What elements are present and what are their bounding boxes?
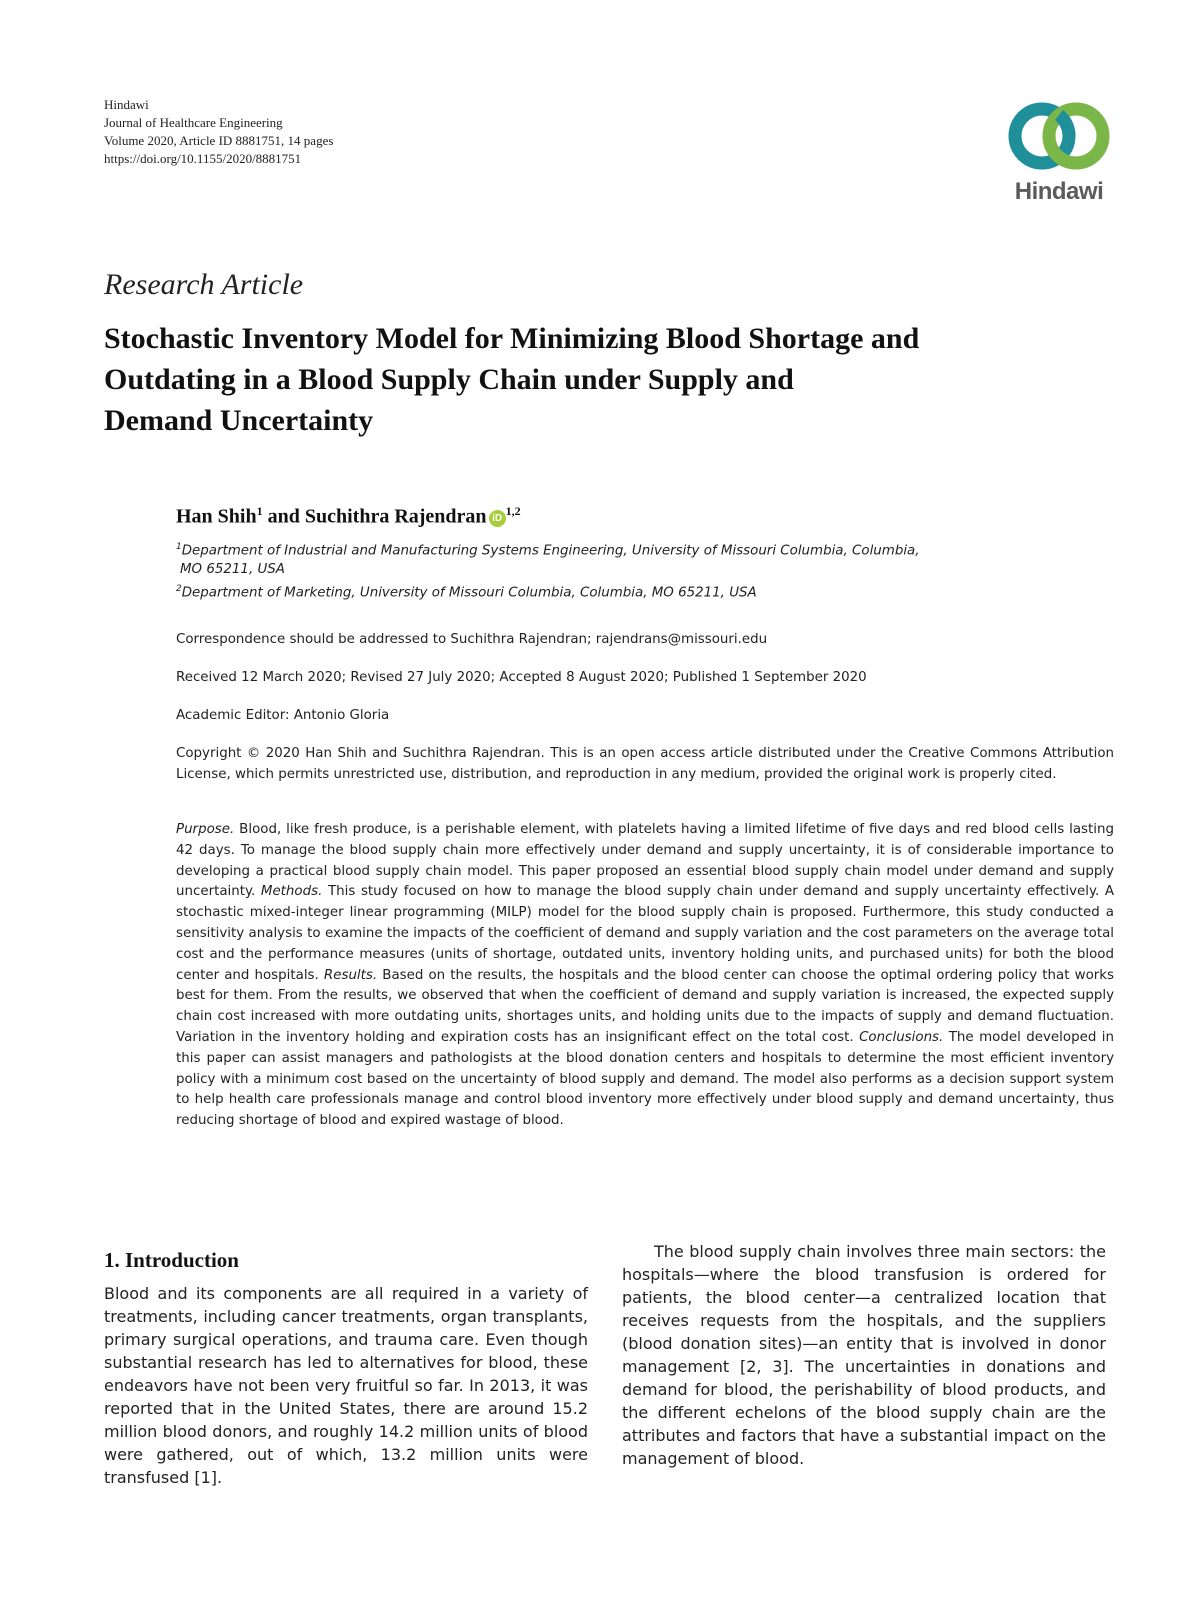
title-line: Outdating in a Blood Supply Chain under Supply and [104, 363, 794, 396]
abstract-methods-label: Methods. [260, 884, 323, 900]
abstract-purpose-text: Blood, like fresh produce, is a perishable element, with platelets having a limited lifetime of five days and red blood cells lasting 42 days. To manage the blood supply chain more effectively under demand and supply uncertainty, it is of considerable importance to developing a practical blood supply chain model. This paper proposed an essential blood supply chain model under demand and supply uncertainty. [176, 822, 1114, 900]
correspondence: Correspondence should be addressed to Suchithra Rajendran; rajendrans@missouri.edu [176, 632, 768, 647]
affiliation-1 [176, 538, 1116, 579]
orcid-icon[interactable]: iD [489, 510, 506, 527]
article-title [104, 318, 1114, 441]
intro-paragraph: The blood supply chain involves three main sectors: the hospitals—where the blood transfusion is ordered for patients, the blood center—a centralized location that receives requests from the hospitals, and the suppliers (blood donation sites)—an entity that is involved in donor management [2, 3]. The uncertainties in donations and demand for blood, the perishability of blood products, and the different echelons of the blood supply chain are the attributes and factors that have a substantial impact on the management of blood. [622, 1242, 1106, 1468]
author-list [176, 504, 521, 529]
publisher-name: Hindawi [104, 97, 149, 112]
hindawi-rings-icon [1004, 96, 1114, 178]
abstract-conclusions-text: The model developed in this paper can assist managers and pathologists at the blood donation centers and hospitals to determine the most efficient inventory policy with a minimum cost based on the uncertainty of blood supply and demand. The model also performs as a decision support system to help health care professionals manage and control blood inventory more effectively under blood supply and demand uncertainty, thus reducing shortage of blood and expired wastage of blood. [176, 1029, 1114, 1129]
hindawi-logo [1004, 96, 1114, 208]
affiliation-text: MO 65211, USA [180, 562, 285, 578]
author-name: Suchithra Rajendran [304, 505, 487, 528]
abstract-purpose-label: Purpose. [176, 822, 235, 837]
section-heading-introduction: 1. Introduction [104, 1248, 239, 1272]
abstract [176, 820, 1114, 1132]
author-name: Han Shih [176, 505, 257, 528]
title-line: Stochastic Inventory Model for Minimizing Blood Shortage and [104, 322, 920, 355]
logo-wordmark: Hindawi [1014, 178, 1104, 205]
journal-name: Journal of Healthcare Engineering [104, 115, 283, 130]
journal-header [104, 96, 333, 168]
abstract-conclusions-label: Conclusions. [859, 1029, 944, 1045]
affiliation-2 [176, 580, 1116, 602]
doi-link[interactable]: https://doi.org/10.1155/2020/8881751 [104, 151, 302, 166]
author-affiliation-marker: 1 [256, 504, 263, 518]
affiliation-text: Department of Marketing, University of Missouri Columbia, Columbia, MO 65211, USA [181, 585, 757, 601]
affiliation-number: 1 [176, 542, 182, 552]
publication-dates: Received 12 March 2020; Revised 27 July 2020; Accepted 8 August 2020; Published 1 September 2020 [176, 670, 867, 685]
author-affiliation-marker: 1,2 [505, 504, 521, 518]
abstract-results-label: Results. [323, 967, 378, 983]
abstract-results-text: Based on the results, the hospitals and the blood center can choose the optimal ordering policy that works best for them. From the results, we observed that when the coefficient of demand and supply variation is increased, the expected supply chain cost increased with more outdating units, shortages units, and holding units due to the impacts of supply and demand fluctuation. Variation in the inventory holding and expiration costs has an insignificant effect on the total cost. [176, 967, 1114, 1045]
abstract-methods-text: This study focused on how to manage the blood supply chain under demand and supply uncertainty effectively. A stochastic mixed-integer linear programming (MILP) model for the blood supply chain is proposed. Furthermore, this study conducted a sensitivity analysis to examine the impacts of the coefficient of demand and supply variation and the cost parameters on the average total cost and the performance measures (units of shortage, outdated units, inventory holding units, and purchased units) for both the blood center and hospitals. [176, 884, 1115, 983]
article-type: Research Article [104, 268, 304, 301]
affiliation-text: Department of Industrial and Manufacturing Systems Engineering, University of Missouri Columbia, Columbia, [181, 543, 920, 559]
affiliation-number: 2 [176, 584, 182, 594]
intro-paragraph: Blood and its components are all required in a variety of treatments, including cancer treatments, organ transplants, primary surgical operations, and trauma care. Even though substantial research has led to alternatives for blood, these endeavors have not been very fruitful so far. In 2013, it was reported that in the United States, there are around 15.2 million blood donors, and roughly 14.2 million units of blood were gathered, out of which, 13.2 million units were transfused [1]. [104, 1284, 588, 1487]
title-line: Demand Uncertainty [104, 404, 374, 437]
academic-editor: Academic Editor: Antonio Gloria [176, 708, 390, 723]
copyright-notice: Copyright © 2020 Han Shih and Suchithra Rajendran. This is an open access article distributed under the Creative Commons Attribution License, which permits unrestricted use, distribution, and reproduction in any medium, provided the original work is properly cited. [176, 746, 1114, 782]
intro-column-left [104, 1282, 588, 1489]
volume-info: Volume 2020, Article ID 8881751, 14 pages [104, 133, 334, 148]
author-conjunction: and [262, 505, 305, 528]
intro-column-right [622, 1240, 1106, 1470]
